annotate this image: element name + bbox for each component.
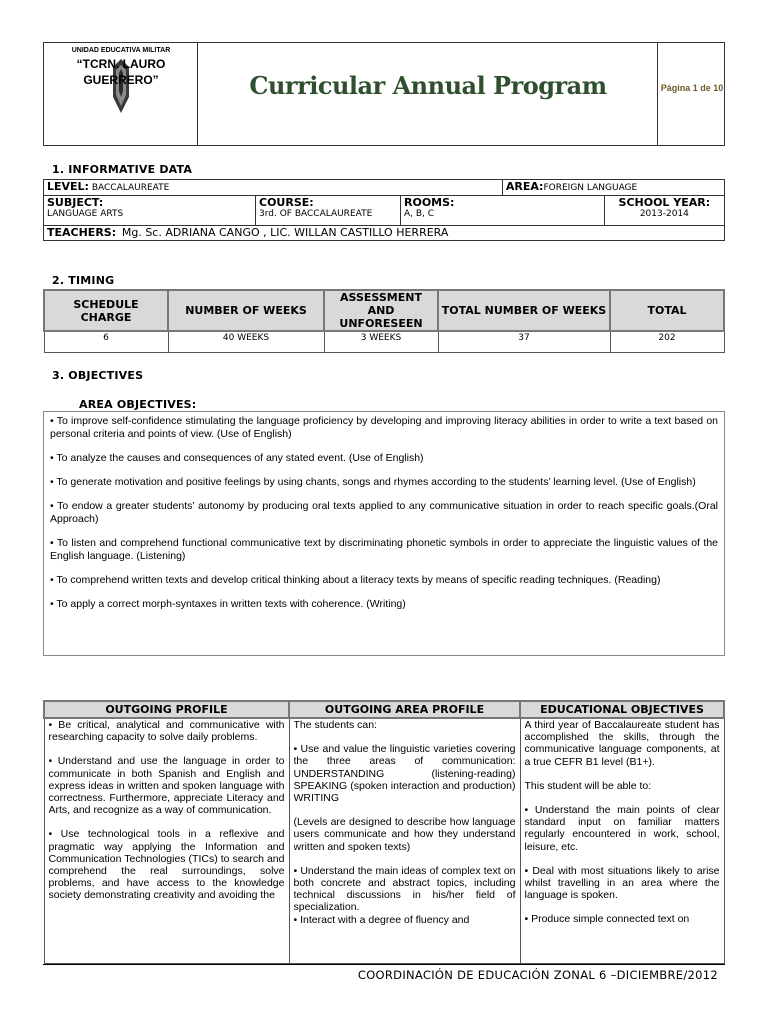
school-year-value: 2013-2014 xyxy=(639,209,689,219)
header-educational-objectives: EDUCATIONAL OBJECTIVES xyxy=(520,701,724,718)
section-timing-title: 2. TIMING xyxy=(52,274,115,287)
teachers-value: Mg. Sc. ADRIANA CANGO , LIC. WILLAN CASTILLO HERRERA xyxy=(121,226,449,239)
area-objectives-subtitle: AREA OBJECTIVES: xyxy=(79,398,197,411)
area-objectives-box xyxy=(43,411,725,656)
informative-data-table xyxy=(43,179,725,241)
educational-objective-item: This student will be able to: xyxy=(524,779,652,792)
educational-objectives-cell xyxy=(520,718,724,964)
area-label: AREA: xyxy=(505,180,544,193)
profile-item: • Use technological tools in a reflexive and pragmatic way applying the Information and Communication Technologies (TICs) to search and comprehend the real surroundings, solve problems, and have access to the knowledge society demonstrating creativity and avoiding the xyxy=(48,828,285,902)
page-indicator: Página 1 de 10 xyxy=(660,83,724,93)
area-cell xyxy=(502,180,724,196)
footer-divider xyxy=(43,964,725,965)
course-label: COURSE: xyxy=(259,196,314,209)
educational-objective-item: • Understand the main points of clear standard input on familiar matters regularly encountered in work, school, leisure, etc. xyxy=(524,804,720,853)
section-objectives-title: 3. OBJECTIVES xyxy=(52,369,144,382)
timing-header-weeks: NUMBER OF WEEKS xyxy=(168,290,324,331)
objective-item: • To listen and comprehend functional communicative text by discriminating phonetic symbols in order to appreciate the linguistic values of the English language. (Listening) xyxy=(50,537,718,562)
educational-objective-item: • Deal with most situations likely to arise whilst travelling in an area where the language is spoken. xyxy=(524,864,720,902)
course-value: 3rd. OF BACCALAUREATE xyxy=(259,209,373,219)
timing-value-weeks: 40 WEEKS xyxy=(168,331,324,353)
timing-value-total: 202 xyxy=(610,331,724,353)
objective-item: • To endow a greater students’ autonomy by producing oral texts applied to any communicative situation in order to reach specific goals.(Oral Approach) xyxy=(50,500,718,525)
objective-item: • To analyze the causes and consequences of any stated event. (Use of English) xyxy=(50,452,424,464)
rooms-label: ROOMS: xyxy=(404,196,455,209)
timing-value-assessment: 3 WEEKS xyxy=(324,331,438,353)
objective-item: • To apply a correct morph-syntaxes in written texts with coherence. (Writing) xyxy=(50,598,406,610)
rooms-value: A, B, C xyxy=(404,209,435,219)
area-profile-item: • Understand the main ideas of complex text on both concrete and abstract topics, including technical discussions in his/her field of specialization. xyxy=(293,864,516,914)
educational-objective-item: • Produce simple connected text on xyxy=(524,913,690,926)
page-footer: COORDINACIÓN DE EDUCACIÓN ZONAL 6 –DICIEMBRE/2012 xyxy=(357,968,718,982)
timing-header-assessment: ASSESSMENT AND UNFORESEEN xyxy=(324,290,438,331)
level-cell xyxy=(44,180,503,196)
outgoing-profile-cell xyxy=(44,718,289,964)
profiles-table xyxy=(43,700,725,964)
area-profile-item: • Use and value the linguistic varieties covering the three areas of communication: UNDERSTANDING (listening-reading) SPEAKING (spoken interaction and production) WRITING xyxy=(293,743,516,805)
school-logo-cell xyxy=(44,43,198,145)
document-header xyxy=(43,42,725,146)
school-name-line1: UNIDAD EDUCATIVA MILITAR xyxy=(71,47,171,54)
header-outgoing-area-profile: OUTGOING AREA PROFILE xyxy=(289,701,520,718)
profile-item: • Understand and use the language in order to communicate in both Spanish and English and express ideas in written and spoken language with correctness. Furthermore, appreciate Literacy and Arts, and recognize as a way of communication. xyxy=(48,755,285,817)
title-cell xyxy=(198,43,658,145)
objective-item: • To generate motivation and positive feelings by using chants, songs and rhymes according to the students’ learning level. (Use of English) xyxy=(50,476,696,488)
objective-item: • To improve self-confidence stimulating the language proficiency by developing and improving literacy abilities in order to write a text based on personal criteria and points of view. (Use of English) xyxy=(50,415,718,440)
subject-cell xyxy=(44,196,256,226)
timing-value-total-weeks: 37 xyxy=(438,331,610,353)
subject-label: SUBJECT: xyxy=(47,196,104,209)
teachers-label: TEACHERS: xyxy=(47,226,117,239)
course-cell xyxy=(256,196,401,226)
section-informative-data-title: 1. INFORMATIVE DATA xyxy=(52,163,193,176)
timing-header-total-weeks: TOTAL NUMBER OF WEEKS xyxy=(438,290,610,331)
header-outgoing-profile: OUTGOING PROFILE xyxy=(44,701,289,718)
timing-value-schedule: 6 xyxy=(44,331,168,353)
school-year-cell xyxy=(604,196,724,226)
school-name-line2: “TCRN. LAURO xyxy=(76,57,166,71)
profile-item: • Be critical, analytical and communicative with researching capacity to solve daily problems. xyxy=(48,719,285,744)
educational-objective-item: A third year of Baccalaureate student has accomplished the skills, through the communicative language components, at a true CEFR B1 level (B1+). xyxy=(524,719,720,768)
timing-header-total: TOTAL xyxy=(610,290,724,331)
area-profile-item: • Interact with a degree of fluency and xyxy=(293,913,470,926)
rooms-cell xyxy=(401,196,605,226)
area-profile-item: (Levels are designed to describe how language users communicate and how they understand written and spoken texts) xyxy=(293,816,516,853)
timing-header-schedule: SCHEDULE CHARGE xyxy=(44,290,168,331)
level-value: BACCALAUREATE xyxy=(91,183,170,193)
school-year-label: SCHOOL YEAR: xyxy=(618,196,711,209)
area-value: FOREIGN LANGUAGE xyxy=(543,183,638,193)
objective-item: • To comprehend written texts and develop critical thinking about a literacy texts by means of specific reading techniques. (Reading) xyxy=(50,574,661,586)
outgoing-area-profile-cell xyxy=(289,718,520,964)
teachers-cell xyxy=(44,226,725,241)
document-title: Curricular Annual Program xyxy=(249,71,607,100)
timing-table xyxy=(43,289,725,353)
level-label: LEVEL: xyxy=(47,180,89,193)
subject-value: LANGUAGE ARTS xyxy=(47,209,124,219)
area-profile-item: The students can: xyxy=(293,719,377,731)
school-name-line3: GUERRERO” xyxy=(83,73,159,87)
